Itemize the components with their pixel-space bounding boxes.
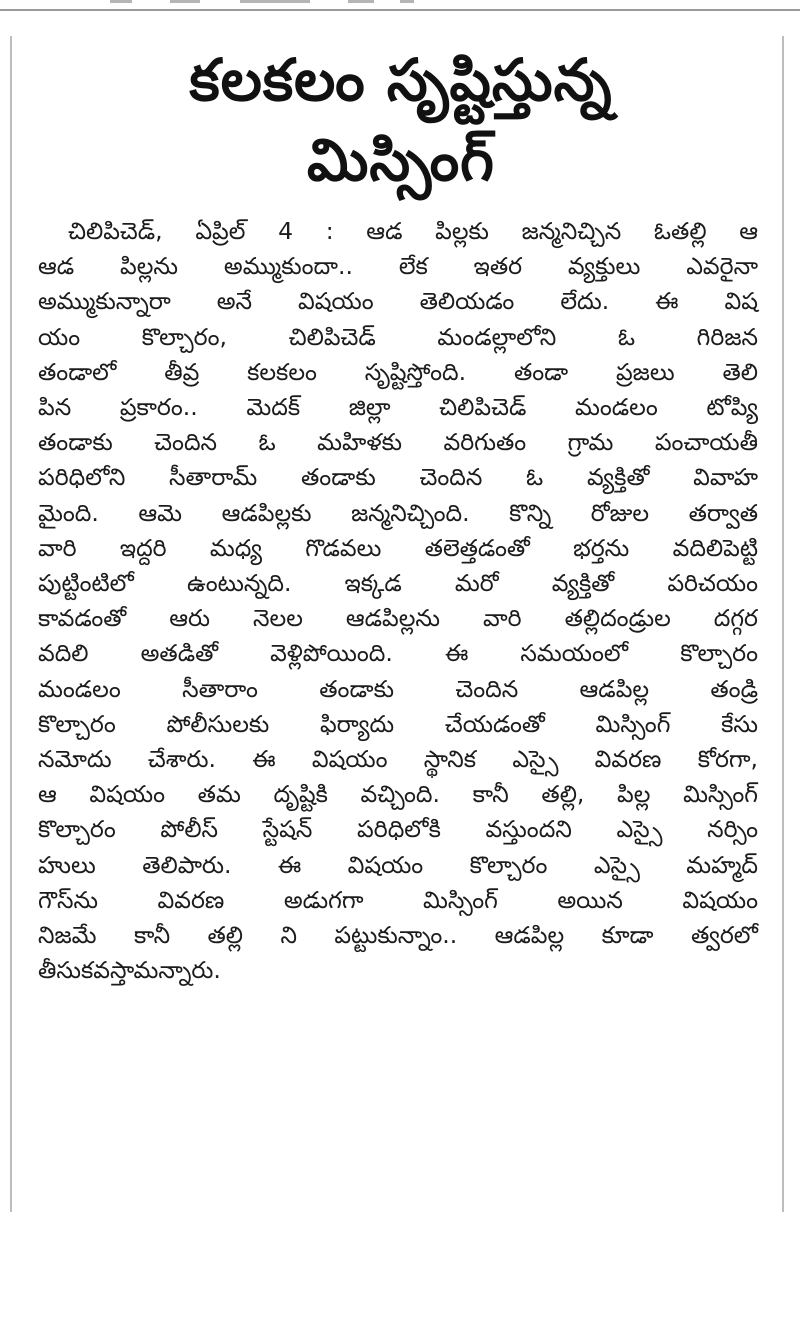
left-column-rule xyxy=(10,36,12,1212)
body-line: అమ్ముకున్నారా అనే విషయం తెలియడం లేదు. ఈ విష xyxy=(38,287,758,316)
top-border-rule xyxy=(0,9,800,11)
body-line: తండాలో తీవ్ర కలకలం సృష్టిస్తోంది. తండా ప్రజలు తెలి xyxy=(38,357,758,386)
body-line: తండాకు చెందిన ఓ మహిళకు వరిగుతం గ్రామ పంచాయతీ xyxy=(38,428,758,457)
body-line: తీసుకవస్తామన్నారు. xyxy=(38,956,221,985)
body-line: నిజమే కానీ తల్లి ని పట్టుకున్నాం.. ఆడపిల్ల కూడా త్వరలో xyxy=(38,921,758,950)
body-line: చిలిపిచెడ్, ఏప్రిల్ 4 : ఆడ పిల్లకు జన్మనిచ్చిన ఓతల్లి ఆ xyxy=(68,217,758,245)
body-line: వదిలి అతడితో వెళ్లిపోయింది. ఈ సమయంలో కొల్చారం xyxy=(38,639,758,668)
body-line: వారి ఇద్దరి మధ్య గొడవలు తలెత్తడంతో భర్తను వదిలిపెట్టి xyxy=(38,533,758,562)
top-clipped-marks xyxy=(110,0,420,4)
body-line: యం కొల్చారం, చిలిపిచెడ్ మండల్లాలోని ఓ గిరిజన xyxy=(38,322,758,351)
body-line: పిన ప్రకారం.. మెదక్ జిల్లా చిలిపిచెడ్ మండలం టోప్యి xyxy=(38,393,758,422)
article-body xyxy=(38,214,764,988)
right-column-rule xyxy=(782,36,784,1212)
headline-line-1: కలకలం సృష్టిస్తున్న xyxy=(189,46,613,114)
body-line: పరిధిలోని సీతారామ్ తండాకు చెందిన ఓ వ్యక్తితో వివాహ xyxy=(38,463,758,492)
body-line: హులు తెలిపారు. ఈ విషయం కొల్చారం ఎస్సై మహ్మద్ xyxy=(38,850,758,879)
body-line: కొల్చారం పోలీసులకు ఫిర్యాదు చేయడంతో మిస్సింగ్ కేసు xyxy=(38,709,758,738)
body-line: ఆడ పిల్లను అమ్ముకుందా.. లేక ఇతర వ్యక్తులు ఎవరైనా xyxy=(38,252,758,281)
body-line: కావడంతో ఆరు నెలల ఆడపిల్లను వారి తల్లిదండ్రుల దగ్గర xyxy=(38,604,758,633)
body-line: గౌస్‌ను వివరణ అడుగగా మిస్సింగ్ అయిన విషయం xyxy=(38,885,758,914)
body-line: కొల్చారం పోలీస్ స్టేషన్ పరిధిలోకి వస్తుందని ఎస్సై నర్సిం xyxy=(38,815,758,844)
body-line: మండలం సీతారాం తండాకు చెందిన ఆడపిల్ల తండ్రి xyxy=(38,674,758,703)
body-line: ఆ విషయం తమ దృష్టికి వచ్చింది. కానీ తల్లి, పిల్ల మిస్సింగ్ xyxy=(38,780,758,809)
body-line: పుట్టింటిలో ఉంటున్నది. ఇక్కడ మరో వ్యక్తితో పరిచయం xyxy=(38,569,758,598)
headline xyxy=(38,40,764,200)
news-article xyxy=(38,40,764,988)
body-line: మైంది. ఆమె ఆడపిల్లకు జన్మనిచ్చింది. కొన్ని రోజుల తర్వాత xyxy=(38,498,758,527)
body-line: నమోదు చేశారు. ఈ విషయం స్థానిక ఎస్సై వివరణ కోరగా, xyxy=(38,745,758,774)
headline-line-2: మిస్సింగ్ xyxy=(307,126,495,194)
